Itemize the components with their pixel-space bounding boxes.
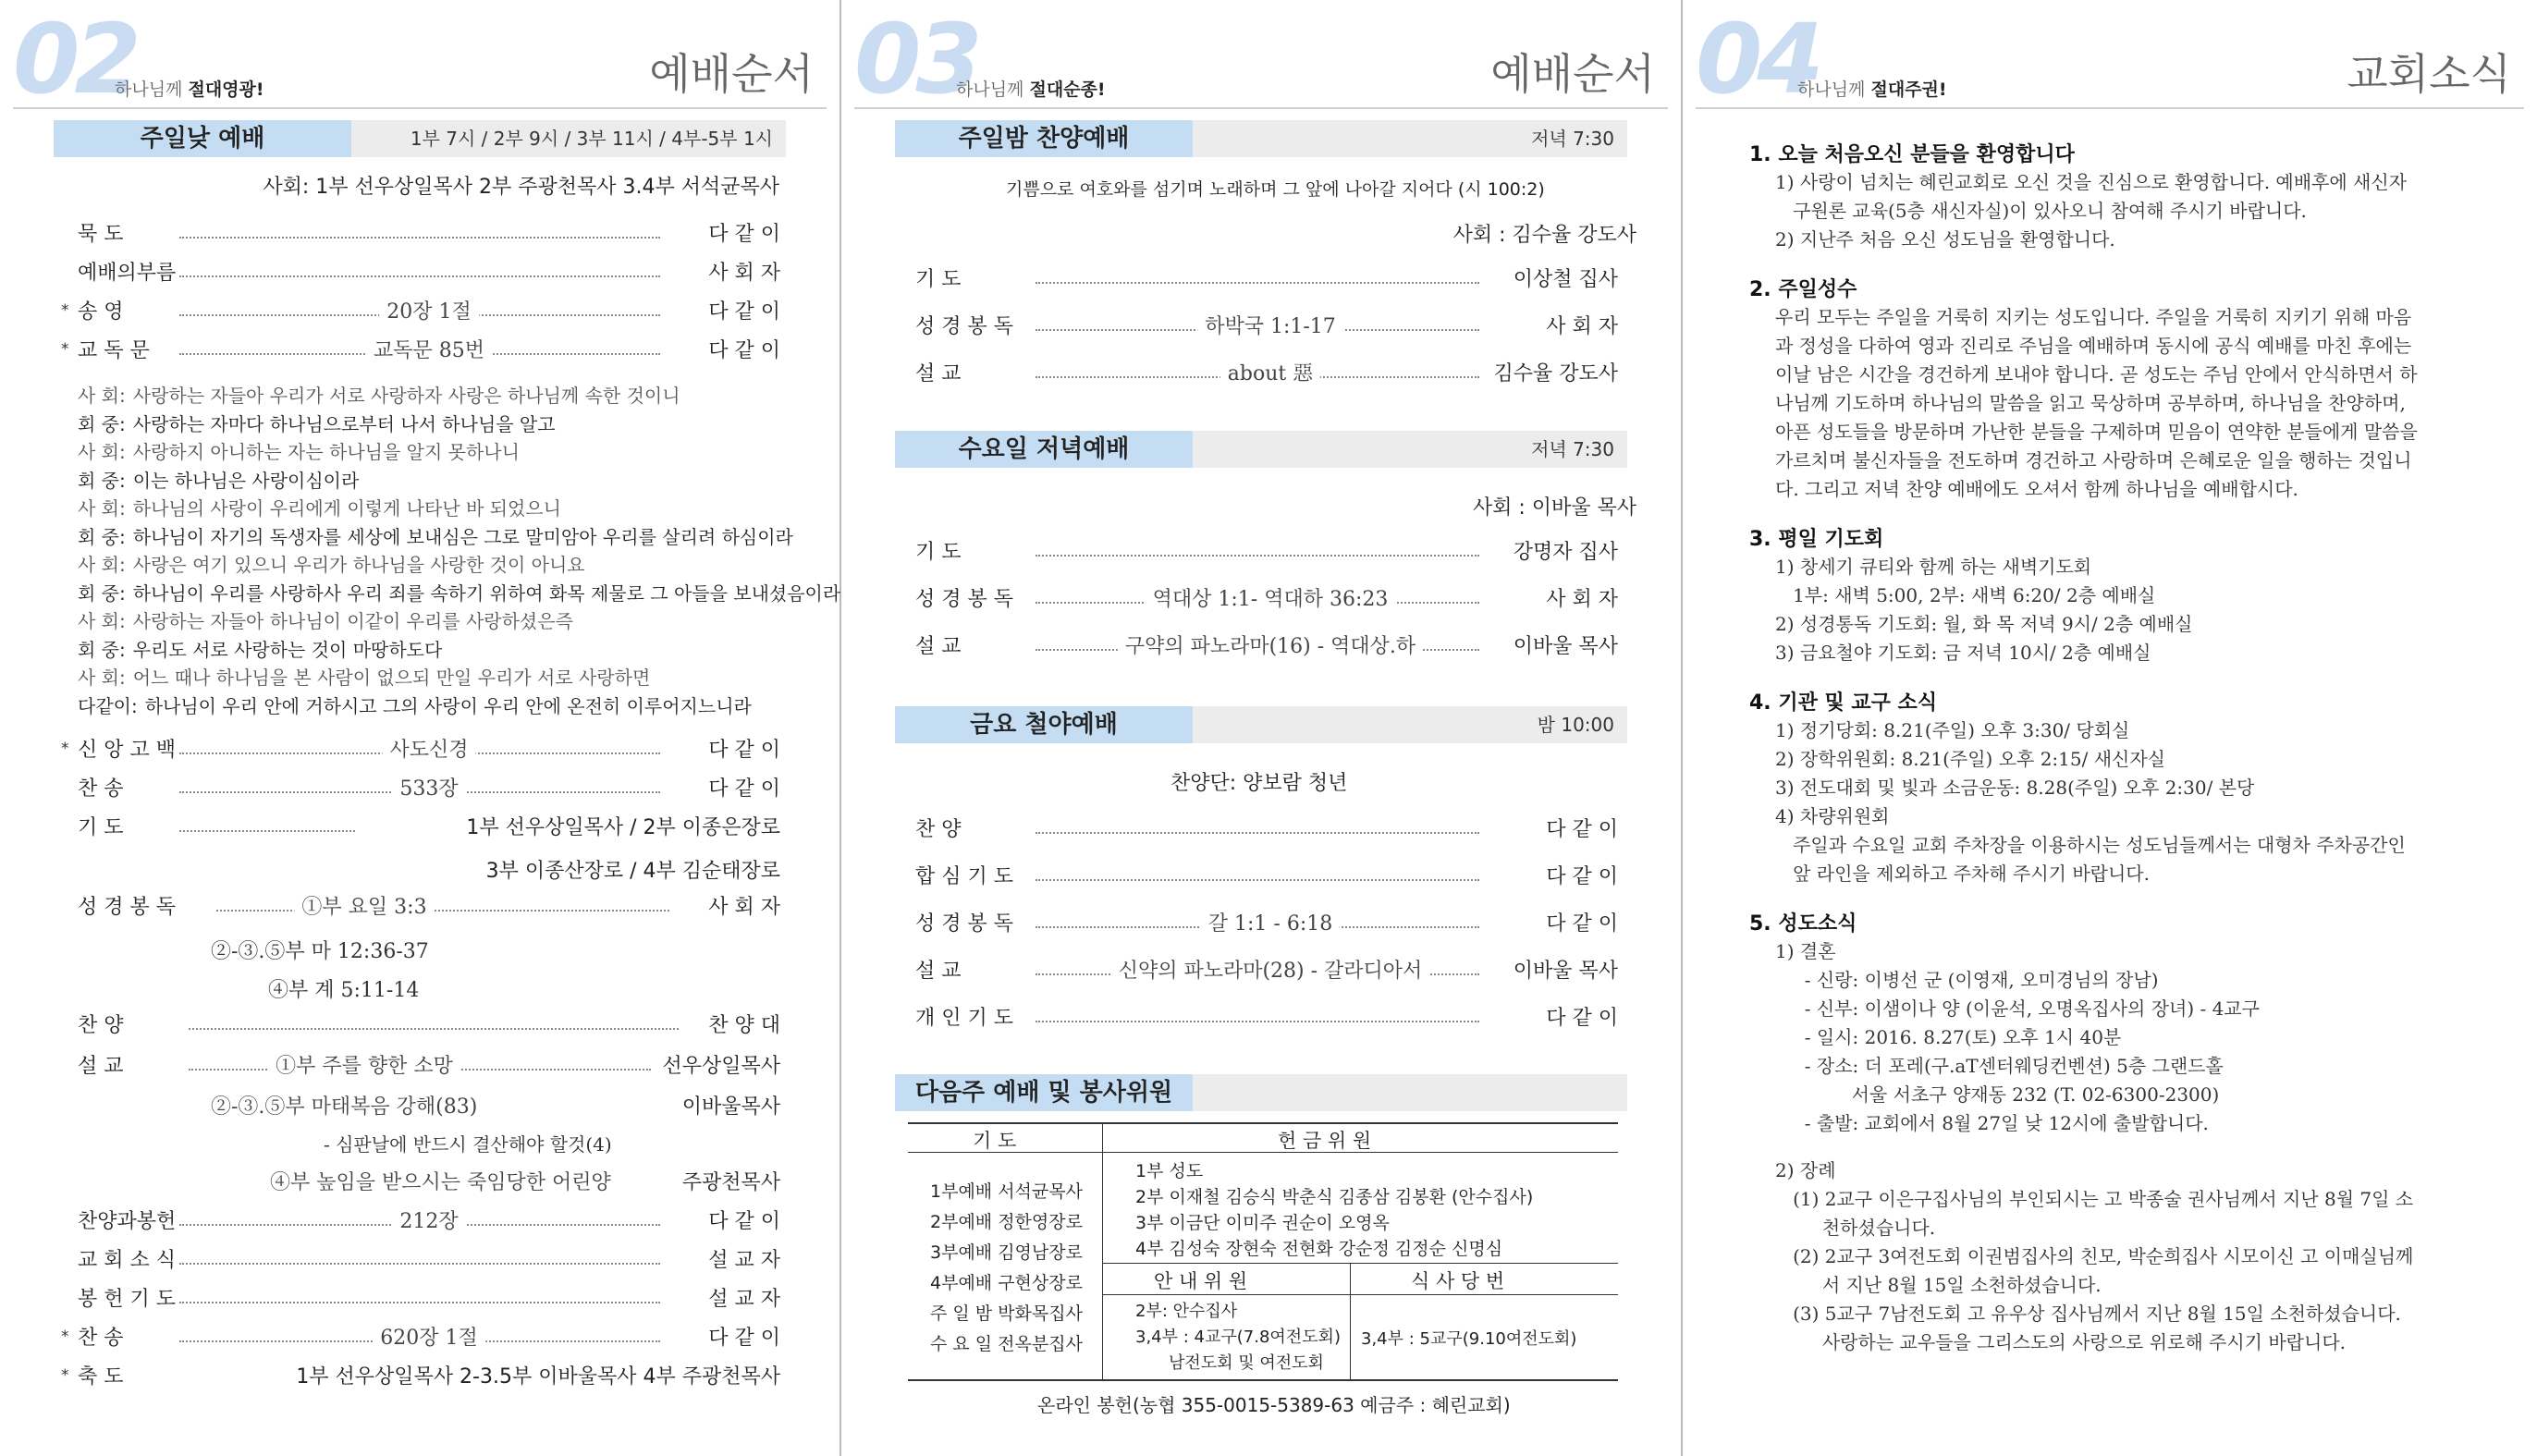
order-row (915, 859, 1618, 896)
reading-speaker: 사 회: (78, 385, 126, 407)
news-line: 1) 창세기 큐티와 함께 하는 새벽기도회 (1775, 556, 2092, 578)
reading-speaker: 사 회: (78, 610, 126, 632)
reading-text: 하나님의 사랑이 우리에게 이렇게 나타난 바 되었으니 (132, 497, 561, 520)
news-line: 다. 그리고 저녁 찬양 예배에도 오셔서 함께 하나님을 예배합시다. (1775, 478, 2298, 500)
order-label: 교 독 문 (78, 339, 150, 362)
order-label: 기 도 (915, 541, 962, 564)
prayer-assignment: 3부예배 김영남장로 (930, 1242, 1083, 1263)
order-row (61, 333, 780, 370)
order-label: 기 도 (915, 268, 962, 291)
order-leader: 설 교 자 (703, 1242, 780, 1279)
required-mark: * (61, 340, 69, 359)
dotted-leader (179, 830, 355, 832)
motto: 하나님께 절대주권! (1797, 80, 1947, 100)
order-leader: 사 회 자 (703, 255, 780, 292)
order-label: 설 교 (915, 960, 962, 983)
order-row (78, 1204, 780, 1241)
dotted-leader (1036, 832, 1479, 834)
order-row (915, 812, 1618, 849)
section-header-wednesday (895, 431, 1627, 468)
page-other-services (841, 0, 1681, 1456)
page-church-news (1683, 0, 2537, 1456)
service-time: 밤 10:00 (1537, 714, 1614, 736)
order-row (61, 732, 780, 769)
news-line: 서울 서초구 양재동 232 (T. 02-6300-2300) (1775, 1083, 2220, 1106)
service-host: 사회 : 이바울 목사 (1472, 496, 1636, 520)
service-host: 사회: 1부 선우상일목사 2부 주광천목사 3.4부 서석균목사 (263, 176, 779, 199)
order-leader: 다 같 이 (703, 1204, 780, 1241)
prayer-assignment: 주 일 밤 박화목집사 (930, 1303, 1083, 1324)
news-line: (2) 2교구 3여전도회 이권범집사의 친모, 박순희집사 시모이신 고 이매실님께 (1775, 1245, 2414, 1267)
order-row (61, 294, 780, 331)
guide-assignment: 3,4부 : 4교구(7.8여전도회) (1135, 1328, 1341, 1347)
reading-line (78, 494, 561, 520)
dotted-leader (179, 1263, 660, 1265)
news-line: 1부: 새벽 5:00, 2부: 새벽 6:20/ 2층 예배실 (1775, 584, 2156, 606)
page-header (1696, 0, 2524, 116)
news-line: 2) 장학위원회: 8.21(주일) 오후 2:15/ 새신자실 (1775, 748, 2165, 770)
reading-text: 사랑은 여기 있으니 우리가 하나님을 사랑한 것이 아니요 (132, 554, 585, 576)
section-header-friday (895, 706, 1627, 743)
news-line: 과 정성을 다하여 영과 진리로 주님을 예배하며 동시에 공식 예배를 마친 후에는 (1775, 335, 2412, 357)
news-line: - 출발: 교회에서 8월 27일 낮 12시에 출발합니다. (1775, 1112, 2209, 1134)
news-heading: 5. 성도소식 (1749, 912, 1857, 936)
reading-speaker: 회 중: (78, 525, 126, 548)
order-row (915, 953, 1618, 990)
news-line: - 장소: 더 포레(구.aT센터웨딩컨벤션) 5층 그랜드홀 (1775, 1055, 2224, 1077)
sermon-line: ②-③.⑤부 마태복음 강해(83) 이바울목사 (211, 1089, 780, 1126)
order-detail: 533장 (392, 771, 465, 808)
order-row (61, 1320, 780, 1357)
order-leader: 다 같 이 (1540, 812, 1618, 849)
order-leader: 이상철 집사 (1508, 262, 1618, 299)
order-leader: 다 같 이 (703, 294, 780, 331)
page-title: 예배순서 (649, 49, 814, 99)
prayer-assignment: 4부예배 구현상장로 (930, 1273, 1083, 1293)
order-row (915, 629, 1618, 666)
section-label: 다음주 예배 및 봉사위원 (895, 1074, 1193, 1111)
order-row (915, 581, 1618, 618)
order-label: 성 경 봉 독 (915, 912, 1013, 936)
page-number: 04 (1696, 3, 1819, 116)
reading-line (78, 466, 359, 493)
reading-line (78, 579, 840, 606)
dotted-leader (1036, 555, 1479, 557)
order-row (915, 262, 1618, 299)
reading-line (78, 522, 793, 549)
section-label: 주일밤 찬양예배 (895, 120, 1193, 157)
news-line: - 일시: 2016. 8.27(토) 오후 1시 40분 (1775, 1026, 2122, 1048)
order-label: 합 심 기 도 (915, 865, 1013, 888)
order-leader: 다 같 이 (703, 732, 780, 769)
page-header (854, 0, 1668, 116)
reading-speaker: 회 중: (78, 412, 126, 435)
order-leader: 설 교 자 (703, 1281, 780, 1318)
reading-speaker: 사 회: (78, 441, 126, 463)
order-label: 성 경 봉 독 (915, 588, 1013, 611)
order-detail: 하박국 1:1-17 (1197, 309, 1343, 346)
col-header-guide: 안 내 위 원 (1154, 1270, 1248, 1292)
order-row-reading: 성 경 봉 독 ①부 요일 3:3 사 회 자 (78, 889, 780, 926)
order-detail: 212장 (392, 1204, 465, 1241)
reading-speaker: 사 회: (78, 497, 126, 520)
news-heading: 4. 기관 및 교구 소식 (1749, 691, 1938, 715)
order-label: 설 교 (915, 635, 962, 658)
news-line: 앞 라인을 제외하고 주차해 주시기 바랍니다. (1775, 863, 2150, 885)
service-times: 1부 7시 / 2부 9시 / 3부 11시 / 4부-5부 1시 (410, 128, 773, 150)
order-row-choir: 찬 양 찬 양 대 (78, 1008, 780, 1045)
order-row (78, 1281, 780, 1318)
dotted-leader (1036, 282, 1479, 284)
order-label: 설 교 (915, 362, 962, 385)
order-leader: 1부 선우상일목사 / 2부 이종은장로 (460, 810, 780, 847)
reading-text: 사랑하는 자들아 하나님이 이같이 우리를 사랑하셨은즉 (132, 610, 573, 632)
order-row (78, 255, 780, 292)
page-header (13, 0, 827, 116)
order-label: 기 도 (78, 816, 124, 839)
news-line: 나님께 기도하며 하나님의 말씀을 읽고 묵상하며 공부하며, 하나님을 찬양하며, (1775, 392, 2406, 414)
required-mark: * (61, 740, 69, 758)
order-row (78, 771, 780, 808)
reading-speaker: 사 회: (78, 554, 126, 576)
order-row (915, 309, 1618, 346)
order-leader: 다 같 이 (1540, 906, 1618, 943)
reading-line (78, 410, 556, 436)
reading-line: ④부 계 5:11-14 (268, 979, 420, 1002)
dotted-leader (179, 237, 660, 239)
news-line: 사랑하는 교우들을 그리스도의 사랑으로 위로해 주시기 바랍니다. (1775, 1331, 2347, 1353)
news-heading: 1. 오늘 처음오신 분들을 환영합니다 (1749, 143, 2075, 166)
order-row (78, 810, 780, 847)
order-detail: 갈 1:1 - 6:18 (1201, 906, 1340, 943)
reading-text: 하나님이 우리를 사랑하사 우리 죄를 속하기 위하여 화목 제물로 그 아들을 보내셨음이라 (132, 581, 841, 605)
motto: 하나님께 절대순종! (956, 80, 1106, 100)
reading-text: 어느 때나 하나님을 본 사람이 없으되 만일 우리가 서로 사랑하면 (132, 667, 651, 689)
order-row (61, 1359, 780, 1396)
section-label: 수요일 저녁예배 (895, 431, 1193, 468)
order-row (78, 1242, 780, 1279)
prayer-assignment: 2부예배 정한영장로 (930, 1212, 1083, 1232)
section-label: 금요 철야예배 (895, 706, 1193, 743)
reading-speaker: 회 중: (78, 638, 126, 661)
order-detail: 20장 1절 (379, 294, 479, 331)
news-line: 2) 지난주 처음 오신 성도님을 환영합니다. (1775, 228, 2115, 251)
reading-speaker: 회 중: (78, 581, 126, 605)
col-header-prayer: 기 도 (973, 1130, 1017, 1152)
required-mark: * (61, 301, 69, 320)
order-leader: 다 같 이 (1540, 859, 1618, 896)
order-detail: about 惡 (1220, 356, 1320, 393)
meal-duty: 3,4부 : 5교구(9.10여전도회) (1361, 1329, 1577, 1349)
order-label: 예배의부름 (78, 262, 177, 285)
order-detail: 620장 1절 (373, 1320, 485, 1357)
order-label: 찬양과봉헌 (78, 1210, 177, 1233)
news-line: 우리 모두는 주일을 거룩히 지키는 성도입니다. 주일을 거룩히 지키기 위해 마음 (1775, 306, 2412, 328)
reading-text: 사랑하는 자들아 우리가 서로 사랑하자 사랑은 하나님께 속한 것이니 (132, 385, 680, 407)
offering-assignment: 3부 이금단 이미주 권순이 오영옥 (1135, 1213, 1390, 1233)
order-detail: 사도신경 (382, 732, 475, 769)
online-offering: 온라인 봉헌(농협 355-0015-5389-63 예금주 : 혜린교회) (1037, 1394, 1511, 1416)
reading-line (78, 381, 680, 408)
prayer-assignment: 수 요 일 전옥분집사 (930, 1334, 1083, 1354)
news-line: 가르치며 불신자들을 전도하며 경건하고 사랑하며 은혜로운 일을 행하는 것입니 (1775, 449, 2412, 471)
col-header-offering: 헌 금 위 원 (1278, 1130, 1372, 1152)
news-line: 1) 사랑이 넘치는 혜린교회로 오신 것을 진심으로 환영합니다. 예배후에 새신자 (1775, 171, 2408, 193)
news-line: 서 지난 8월 15일 소천하셨습니다. (1775, 1274, 2102, 1296)
order-leader: 이바울 목사 (1508, 629, 1618, 666)
reading-line (78, 550, 585, 577)
news-line: 2) 장례 (1775, 1159, 1836, 1181)
scripture-verse: 기쁨으로 여호와를 섬기며 노래하며 그 앞에 나아갈 지어다 (시 100:2) (1006, 179, 1545, 200)
order-leader: 1부 선우상일목사 2-3.5부 이바울목사 4부 주광천목사 (290, 1359, 780, 1396)
news-line: (1) 2교구 이은구집사님의 부인되시는 고 박종술 권사님께서 지난 8월 7일 소 (1775, 1188, 2414, 1210)
guide-assignment: 남전도회 및 여전도회 (1169, 1353, 1324, 1373)
reading-speaker: 회 중: (78, 469, 126, 492)
offering-assignment: 4부 김성숙 장현숙 전현화 강순정 김정순 신명심 (1135, 1239, 1503, 1259)
reading-line (78, 635, 442, 662)
reading-line: ②-③.⑤부 마 12:36-37 (211, 940, 429, 963)
news-line: (3) 5교구 7남전도회 고 유우상 집사님께서 지난 8월 15일 소천하셨습니다. (1775, 1303, 2401, 1325)
order-label: 봉 헌 기 도 (78, 1288, 176, 1311)
section-header-sunday (54, 120, 786, 157)
order-row (915, 534, 1618, 571)
reading-text: 사랑하는 자마다 하나님으로부터 나서 하나님을 알고 (132, 412, 556, 435)
order-leader: 다 같 이 (703, 333, 780, 370)
service-host: 찬양단: 양보람 청년 (1170, 772, 1348, 795)
page-sunday-service (0, 0, 840, 1456)
order-label: 송 영 (78, 300, 124, 324)
news-line: - 신랑: 이병선 군 (이영재, 오미경님의 장남) (1775, 969, 2159, 991)
order-label: 신 앙 고 백 (78, 739, 176, 762)
order-leader: 다 같 이 (703, 771, 780, 808)
page-number: 03 (854, 3, 977, 116)
order-row (915, 1000, 1618, 1037)
order-leader: 강명자 집사 (1508, 534, 1618, 571)
order-row-sermon: 설 교 ①부 주를 향한 소망 선우상일목사 (78, 1048, 780, 1085)
page-title: 예배순서 (1490, 49, 1655, 99)
order-leader: 김수율 강도사 (1488, 356, 1618, 393)
service-time: 저녁 7:30 (1531, 438, 1614, 460)
reading-line (78, 606, 573, 633)
news-line: 아픈 성도들을 방문하며 가난한 분들을 구제하며 믿음이 연약한 분들에게 말씀을 (1775, 421, 2418, 443)
news-line: 이날 남은 시간을 경건하게 보내야 합니다. 곧 성도는 주님 안에서 안식하면서 하 (1775, 363, 2418, 385)
news-line: 주일과 수요일 교회 주차장을 이용하시는 성도님들께서는 대형차 주차공간인 (1775, 834, 2406, 856)
prayer-continued: 3부 이종산장로 / 4부 김순태장로 (485, 860, 780, 883)
section-header-next-week (895, 1074, 1627, 1111)
news-heading: 2. 주일성수 (1749, 278, 1857, 301)
required-mark: * (61, 1328, 69, 1346)
order-detail: 역대상 1:1- 역대하 36:23 (1146, 581, 1396, 618)
service-host: 사회 : 김수율 강도사 (1452, 224, 1636, 247)
order-label: 축 도 (78, 1365, 124, 1389)
order-detail: 구약의 파노라마(16) - 역대상.하 (1118, 629, 1423, 666)
order-row (915, 906, 1618, 943)
news-heading: 3. 평일 기도회 (1749, 528, 1884, 551)
order-row (78, 216, 780, 253)
reading-line (78, 437, 520, 464)
order-label: 찬 양 (915, 818, 962, 841)
guide-assignment: 2부: 안수집사 (1135, 1302, 1238, 1321)
order-leader: 이바울 목사 (1508, 953, 1618, 990)
offering-assignment: 1부 성도 (1135, 1161, 1204, 1181)
page-title: 교회소식 (2347, 49, 2511, 99)
order-label: 찬 송 (78, 1327, 124, 1350)
order-label: 개 인 기 도 (915, 1007, 1013, 1030)
order-leader: 사 회 자 (1540, 581, 1618, 618)
reading-text: 우리도 서로 사랑하는 것이 마땅하도다 (132, 638, 443, 661)
news-line: 2) 성경통독 기도회: 월, 화 목 저녁 9시/ 2층 예배실 (1775, 613, 2193, 635)
news-line: 3) 전도대회 및 빛과 소금운동: 8.28(주일) 오후 2:30/ 본당 (1775, 777, 2255, 799)
reading-text: 사랑하지 아니하는 자는 하나님을 알지 못하나니 (132, 441, 520, 463)
order-leader: 다 같 이 (703, 1320, 780, 1357)
news-line: 1) 결혼 (1775, 940, 1836, 962)
news-line: 1) 정기당회: 8.21(주일) 오후 3:30/ 당회실 (1775, 719, 2130, 741)
col-header-meal: 식 사 당 번 (1411, 1270, 1505, 1292)
reading-text: 하나님이 자기의 독생자를 세상에 보내심은 그로 말미암아 우리를 살리려 하심이라 (132, 525, 793, 548)
dotted-leader (179, 275, 660, 277)
page-number: 02 (13, 3, 136, 116)
order-detail: 신약의 파노라마(28) - 갈라디아서 (1111, 953, 1430, 990)
dotted-leader (1036, 1021, 1479, 1022)
news-line: - 신부: 이샘이나 양 (이윤석, 오명옥집사의 장녀) - 4교구 (1775, 997, 2260, 1020)
order-row (915, 356, 1618, 393)
news-line: 4) 차량위원회 (1775, 805, 1890, 827)
order-detail: 교독문 85번 (366, 333, 492, 370)
news-line: 구원론 교육(5층 새신자실)이 있사오니 참여해 주시기 바랍니다. (1775, 200, 2307, 222)
section-header-evening (895, 120, 1627, 157)
motto: 하나님께 절대영광! (115, 80, 264, 100)
order-leader: 다 같 이 (703, 216, 780, 253)
news-line: 천하셨습니다. (1775, 1217, 1936, 1239)
reading-line (78, 663, 650, 690)
section-label: 주일낮 예배 (54, 120, 351, 157)
order-label: 교 회 소 식 (78, 1249, 176, 1272)
order-label: 찬 송 (78, 777, 124, 801)
sermon-line: ④부 높임을 받으시는 죽임당한 어린양 주광천목사 (270, 1165, 780, 1202)
news-line: 3) 금요철야 기도회: 금 저녁 10시/ 2층 예배실 (1775, 642, 2151, 664)
reading-speaker: 다같이: (78, 694, 138, 717)
reading-speaker: 사 회: (78, 667, 126, 689)
order-leader: 사 회 자 (1540, 309, 1618, 346)
reading-text: 하나님이 우리 안에 거하시고 그의 사랑이 우리 안에 온전히 이루어지느니라 (144, 694, 752, 717)
service-committee-table (908, 1122, 1618, 1381)
sermon-subtitle: - 심판날에 반드시 결산해야 할것(4) (324, 1133, 612, 1156)
reading-text: 이는 하나님은 사랑이심이라 (132, 469, 360, 492)
reading-line (78, 691, 752, 718)
order-label: 성 경 봉 독 (915, 315, 1013, 338)
prayer-assignment: 1부예배 서석균목사 (930, 1181, 1083, 1202)
order-leader: 다 같 이 (1540, 1000, 1618, 1037)
dotted-leader (1036, 879, 1479, 881)
dotted-leader (179, 1302, 660, 1303)
required-mark: * (61, 1366, 69, 1385)
service-time: 저녁 7:30 (1531, 128, 1614, 150)
order-label: 묵 도 (78, 223, 124, 246)
offering-assignment: 2부 이재철 김승식 박춘식 김종삼 김봉환 (안수집사) (1135, 1187, 1534, 1207)
